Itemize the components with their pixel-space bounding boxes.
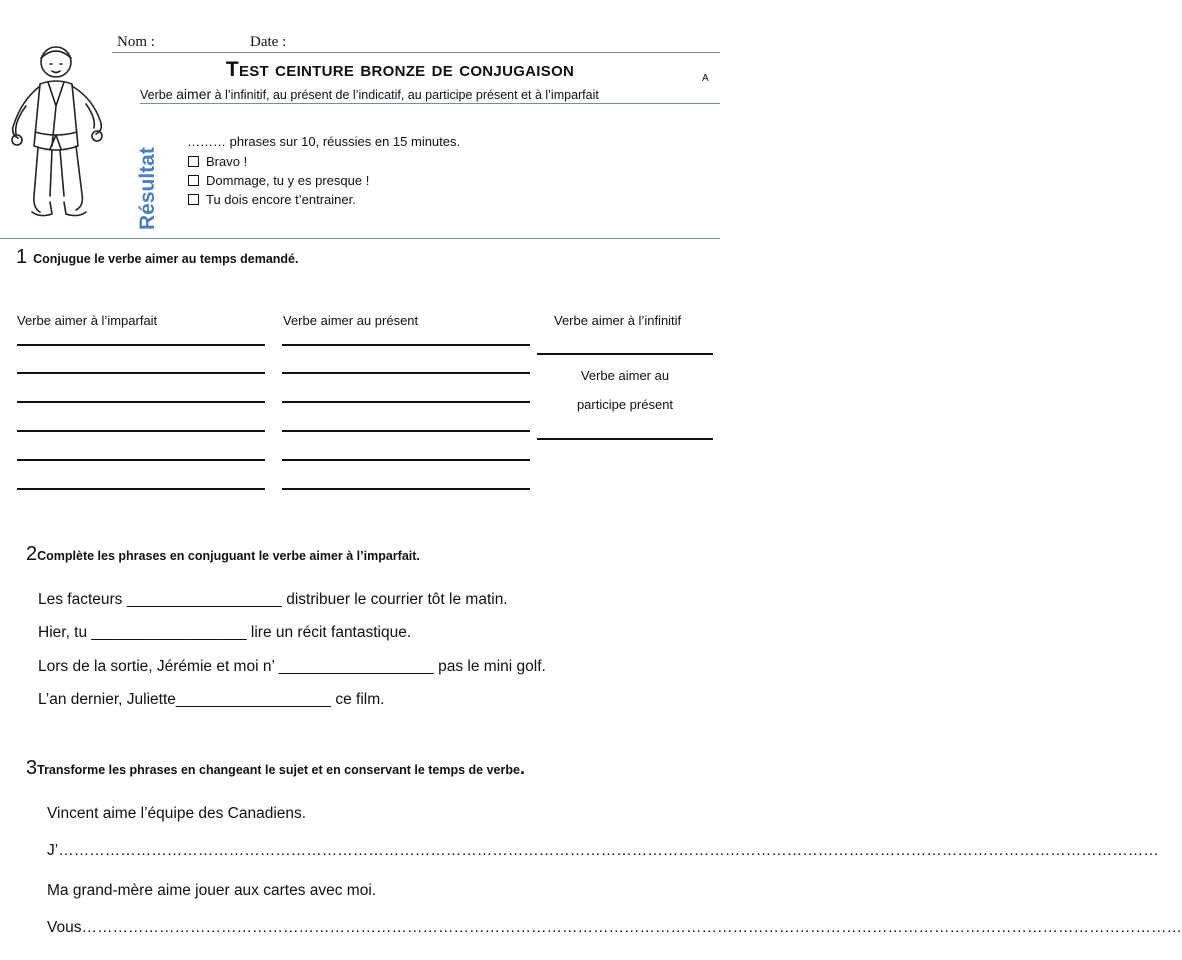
imparfait-blank-1[interactable] bbox=[17, 344, 265, 346]
imparfait-blank-5[interactable] bbox=[17, 459, 265, 461]
checkbox[interactable] bbox=[188, 194, 199, 205]
subtitle-rule bbox=[140, 103, 720, 104]
column-imparfait-heading: Verbe aimer à l’imparfait bbox=[17, 313, 158, 328]
participe-blank[interactable] bbox=[537, 438, 713, 440]
present-blank-1[interactable] bbox=[282, 344, 530, 346]
sentence-3: Lors de la sortie, Jérémie et moi n’ __________________ pas le mini golf. bbox=[38, 658, 546, 675]
answer-line-2[interactable]: Vous…………………………………………………………………………………………………………………………………………………………………………………………… bbox=[47, 919, 1182, 936]
column-participe-heading-1: Verbe aimer au bbox=[580, 368, 670, 383]
present-blank-3[interactable] bbox=[282, 401, 530, 403]
imparfait-blank-4[interactable] bbox=[17, 430, 265, 432]
result-option-bravo: Bravo ! bbox=[187, 154, 247, 169]
score-line: ……… phrases sur 10, réussies en 15 minutes. bbox=[187, 134, 461, 149]
column-infinitif-heading: Verbe aimer à l’infinitif bbox=[554, 313, 682, 328]
source-sentence-2: Ma grand-mère aime jouer aux cartes avec moi. bbox=[47, 882, 377, 899]
infinitif-blank[interactable] bbox=[537, 353, 713, 355]
checkbox[interactable] bbox=[188, 156, 199, 167]
column-present-heading: Verbe aimer au présent bbox=[283, 313, 419, 328]
page-subtitle: Verbe aimer à l’infinitif, au présent de l’indicatif, au participe présent et à l’imparfait bbox=[140, 86, 599, 102]
fill-blank-3[interactable]: __________________ bbox=[278, 658, 434, 675]
fill-blank-1[interactable]: __________________ bbox=[126, 591, 282, 608]
date-label: Date : bbox=[250, 34, 287, 50]
result-option-entrainer: Tu dois encore t’entrainer. bbox=[187, 192, 356, 207]
header-rule bbox=[112, 52, 720, 53]
section-3-title: 3Transforme les phrases en changeant le sujet et en conservant le temps de verbe. bbox=[26, 757, 525, 779]
answer-line-1[interactable]: J’…………………………………………………………………………………………………………………………………………………………………………………………… bbox=[47, 842, 1159, 859]
test-code: A bbox=[702, 73, 709, 84]
checkbox[interactable] bbox=[188, 175, 199, 186]
fill-blank-4[interactable]: __________________ bbox=[175, 691, 332, 708]
sentence-4: L’an dernier, Juliette__________________ ce film. bbox=[38, 691, 385, 708]
imparfait-blank-6[interactable] bbox=[17, 488, 265, 490]
sentence-1: Les facteurs __________________ distribuer le courrier tôt le matin. bbox=[38, 591, 508, 608]
fill-blank-2[interactable]: __________________ bbox=[91, 624, 247, 641]
section-2-title: 2Complète les phrases en conjuguant le verbe aimer à l’imparfait. bbox=[26, 543, 420, 565]
present-blank-5[interactable] bbox=[282, 459, 530, 461]
result-vertical-label bbox=[126, 128, 162, 232]
section-1-title: 1 Conjugue le verbe aimer au temps demandé. bbox=[16, 246, 299, 268]
result-label-text: Résultat bbox=[136, 147, 159, 230]
present-blank-2[interactable] bbox=[282, 372, 530, 374]
column-participe-heading-2: participe présent bbox=[576, 397, 674, 412]
page-title: Test ceinture bronze de conjugaison bbox=[225, 58, 575, 81]
result-rule bbox=[0, 238, 720, 239]
present-blank-4[interactable] bbox=[282, 430, 530, 432]
sentence-2: Hier, tu __________________ lire un récit fantastique. bbox=[38, 624, 412, 641]
result-option-presque: Dommage, tu y es presque ! bbox=[187, 173, 369, 188]
source-sentence-1: Vincent aime l’équipe des Canadiens. bbox=[47, 805, 307, 822]
present-blank-6[interactable] bbox=[282, 488, 530, 490]
judoka-illustration bbox=[0, 36, 125, 236]
name-label: Nom : bbox=[117, 34, 155, 50]
imparfait-blank-3[interactable] bbox=[17, 401, 265, 403]
imparfait-blank-2[interactable] bbox=[17, 372, 265, 374]
